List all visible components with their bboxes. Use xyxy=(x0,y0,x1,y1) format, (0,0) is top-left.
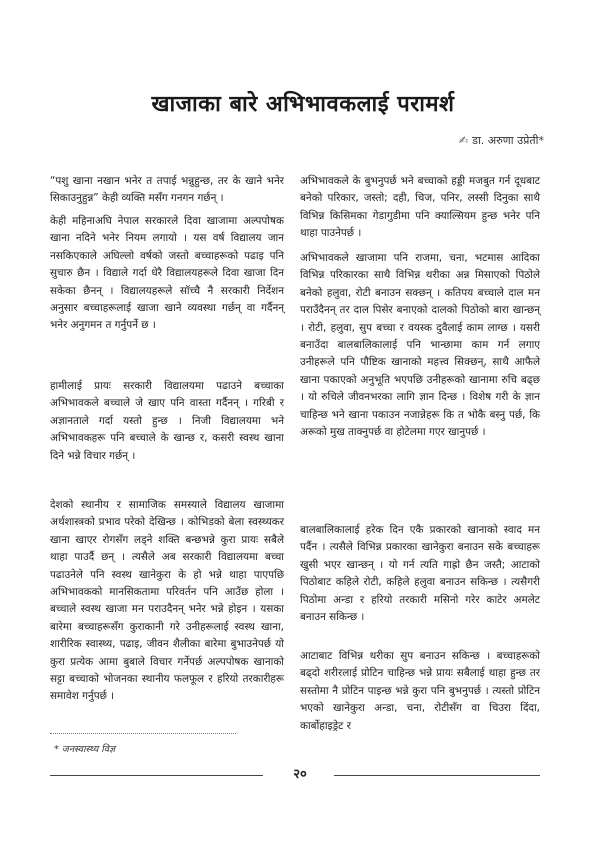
page-number: २० xyxy=(293,767,307,782)
right-paragraph-1: अभिभावकले के बुभनुपर्छ भने बच्चाको हड्डी मजबुत गर्न दूधबाट बनेको परिकार, जस्तो; दही, चिज, पनिर, लस्सी दिनुका साथै विभिन्न किसिमका गेडागुडीमा पनि क्याल्सियम हुन्छ भनेर पनि थाहा पाउनेपर्छ । xyxy=(300,175,540,240)
left-paragraph-1: “पशु खाना नखान भनेर त तपाई भन्नुहुन्छ, तर के खाने भनेर सिकाउनुहुन्न” केही व्यक्ति मसँग गनगन गर्छन् । xyxy=(50,175,284,205)
right-paragraph-2: अभिभावकले खाजामा पनि राजमा, चना, भटमास आदिका विभिन्न परिकारका साथै विभिन्न थरीका अन्न मिसाएको पिठोले बनेको हलुवा, रोटी बनाउन सक्छन् । कतिपय बच्चाले दाल मन पराउँदैनन् तर दाल पिसेर बनाएको दालको पिठोको बारा खान्छन् । रोटी, हलुवा, सुप बच्चा र वयस्क दुवैलाई काम लाग्छ । यसरी बनाउँदा बालबालिकालाई पनि भान्छामा काम गर्न लगाए उनीहरूले पनि पौष्टिक खानाको महत्त्व सिक्छन्, साथै आफैले खाना पकाएको अनुभूति भएपछि उनीहरूको खानामा रुचि बढ्छ । यो रुचिले जीवनभरका लागि ज्ञान दिन्छ । विशेष गरी के ज्ञान चाहिन्छ भने खाना पकाउन नजान्नेहरू कि त भोकै बस्नु पर्छ, कि अरूको मुख ताक्नुपर्छ वा होटेलमा गएर खानुपर्छ । xyxy=(300,252,540,439)
author-name: डा. अरुणा उप्रेती* xyxy=(472,134,544,147)
right-paragraph-4: आटाबाट विभिन्न थरीका सुप बनाउन सकिन्छ । बच्चाहरूको बढ्दो शरीरलाई प्रोटिन चाहिन्छ भन्ने प्रायः सबैलाई थाहा हुन्छ तर सस्तोमा नै प्रोटिन पाइन्छ भन्ने कुरा पनि बुभनुपर्छ । त्यस्तो प्रोटिन भएको खानेकुरा अन्डा, चना, रोटीसँग वा चिउरा दिंदा, कार्बोहाइड्रेट र xyxy=(300,650,540,732)
pen-icon: ✍ xyxy=(458,134,469,147)
left-paragraph-3: हामीलाई प्रायः सरकारी विद्यालयमा पढाउने बच्चाका अभिभावकले बच्चाले जे खाए पनि वास्ता गर्दैनन् । गरिबी र अज्ञानताले गर्दा यस्तो हुन्छ । निजी विद्यालयमा भने अभिभावकहरू पनि बच्चाले के खान्छ र, कसरी स्वस्थ खाना दिने भन्ने विचार गर्छन् । xyxy=(50,380,284,462)
footnote-divider xyxy=(50,733,236,734)
footer-rule-right xyxy=(334,775,540,776)
left-paragraph-4: देशको स्थानीय र सामाजिक समस्याले विद्यालय खाजामा अर्थशास्त्रको प्रभाव परेको देखिन्छ । कोभिडको बेला स्वस्थ्यकर खाना खाएर रोगसँग लड्ने शक्ति बन्छभन्ने कुरा प्रायः सबैले थाहा पाउर्दै छन् । त्यसैले अब सरकारी विद्यालयमा बच्चा पढाउनेले पनि स्वस्थ खानेकुरा के हो भन्ने थाहा पाएपछि अभिभावकको मानसिकतामा परिवर्तन पनि आउँछ होला । बच्चाले स्वस्थ खाजा मन पराउदैनन् भनेर भन्ने होइन । यसका बारेमा बच्चाहरूसँग कुराकानी गरे उनीहरूलाई स्वस्थ खाना, शारीरिक स्वास्थ्य, पढाइ, जीवन शैलीका बारेमा बुभाउनेपर्छ यो कुरा प्रत्येक आमा बुबाले विचार गर्नेपर्छ अल्पपोषक खानाको सट्टा बच्चाको भोजनका स्थानीय फलफूल र हरियो तरकारीहरू समावेश गर्नुपर्छ । xyxy=(50,499,284,703)
footnote: * जनस्वास्थ्य विज्ञ xyxy=(54,744,116,755)
article-title: खाजाका बारे अभिभावकलाई परामर्श xyxy=(151,92,455,117)
left-paragraph-2: केही महिनाअघि नेपाल सरकारले दिवा खाजामा अल्पपोषक खाना नदिने भनेर नियम लगायो । यस वर्ष विद्यालय जान नसकिएकाले अघिल्लो वर्षको जस्तो बच्चाहरूको पढाइ पनि सुचारु छैन । विद्याले गर्दा धेरै विद्यालयहरूले दिवा खाजा दिन सकेका छैनन् । विद्यालयहरूले सॉच्चै नै सरकारी निर्देशन अनुसार बच्चाहरूलाई खाजा खाने व्यवस्था गर्छन् वा गर्दैनन् भनेर अनुगमन त गर्नुपर्ने छ । xyxy=(50,215,284,332)
footer-rule-left xyxy=(50,775,263,776)
right-paragraph-3: बालबालिकालाई हरेक दिन एकै प्रकारको खानाको स्वाद मन पर्दैन । त्यसैले विभिन्न प्रकारका खानेकुरा बनाउन सके बच्चाहरू खुसी भएर खान्छन् । यो गर्न त्यति गाह्रो छैन जस्तै; आटाको पिठोबाट कहिले रोटी, कहिले हलुवा बनाउन सकिन्छ । त्यसैगरी पिठोमा अन्डा र हरियो तरकारी मसिनो गरेर काटेर अमलेट बनाउन सकिन्छ । xyxy=(300,524,540,624)
author-line xyxy=(459,133,544,148)
